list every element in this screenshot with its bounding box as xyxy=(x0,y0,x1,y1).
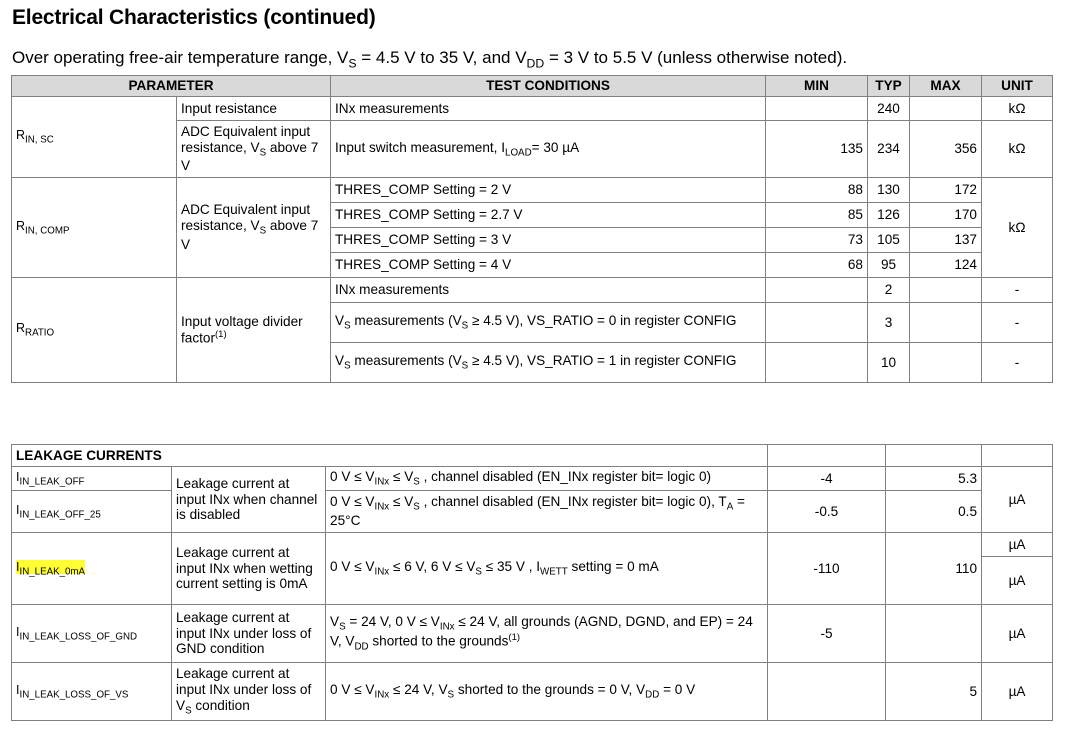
min-value: -0.5 xyxy=(768,491,886,533)
unit-value: kΩ xyxy=(982,121,1053,178)
max-value: 172 xyxy=(910,178,982,203)
typ-value: 234 xyxy=(868,121,910,178)
unit-value: µA xyxy=(982,663,1053,721)
typ-value: 130 xyxy=(868,178,910,203)
header-unit: UNIT xyxy=(982,76,1053,97)
table-row xyxy=(12,178,1053,203)
table-row xyxy=(12,97,1053,121)
param-symbol: $I_{IN\_LEAK\_OFF}$ xyxy=(12,467,172,491)
min-value xyxy=(766,343,868,383)
typ-value: 2 xyxy=(868,278,910,303)
table-row xyxy=(12,663,1053,721)
typ-value: 240 xyxy=(868,97,910,121)
min-value: 88 xyxy=(766,178,868,203)
param-description: ADC Equivalent input resistance, $V_S$ above 7 V xyxy=(177,121,331,178)
unit-value: µA xyxy=(982,605,1053,663)
max-value xyxy=(910,278,982,303)
typ-value: 105 xyxy=(868,228,910,253)
typ-value: 95 xyxy=(868,253,910,278)
section-spacer xyxy=(886,445,982,467)
table-row xyxy=(12,605,1053,663)
header-min: MIN xyxy=(766,76,868,97)
header-test-conditions: TEST CONDITIONS xyxy=(331,76,766,97)
max-value: 137 xyxy=(910,228,982,253)
param-symbol: $R_{IN, SC}$ xyxy=(12,97,177,178)
param-description: ADC Equivalent input resistance, $V_S$ above 7 V xyxy=(177,178,331,278)
unit-value: kΩ xyxy=(982,97,1053,121)
table-row xyxy=(12,278,1053,303)
test-condition: INx measurements xyxy=(331,278,766,303)
min-value xyxy=(766,278,868,303)
min-value xyxy=(766,303,868,343)
electrical-characteristics-table xyxy=(11,75,1053,383)
max-value: 0.5 xyxy=(886,491,982,533)
param-description: Leakage current at input INx under loss of $V_S$ condition xyxy=(172,663,326,721)
section-spacer xyxy=(768,445,886,467)
param-description: Leakage current at input INx under loss of GND condition xyxy=(172,605,326,663)
test-condition: THRES_COMP Setting = 2 V xyxy=(331,178,766,203)
test-condition: 0 $V \le V_{INx} \le 6$ V, 6 $V \le V_S \le 35$ V , $I_{WETT}$ setting = 0 mA xyxy=(326,533,768,605)
unit-value: - xyxy=(982,303,1053,343)
test-condition: 0 $V \le V_{INx} \le V_S$ , channel disabled (EN_INx register bit= logic 0) xyxy=(326,467,768,491)
unit-value: µA xyxy=(982,533,1053,557)
max-value: 110 xyxy=(886,533,982,605)
max-value xyxy=(910,343,982,383)
section-header-row xyxy=(12,445,1053,467)
test-condition: THRES_COMP Setting = 4 V xyxy=(331,253,766,278)
test-condition: Input switch measurement, $I_{LOAD}= 30$ µA xyxy=(331,121,766,178)
max-value: 356 xyxy=(910,121,982,178)
page-title: Electrical Characteristics (continued) xyxy=(12,6,376,29)
param-description: Input voltage divider factor$^{(1)}$ xyxy=(177,278,331,383)
test-condition: INx measurements xyxy=(331,97,766,121)
min-value: 73 xyxy=(766,228,868,253)
param-symbol: $I_{IN\_LEAK\_LOSS\_OF\_VS}$ xyxy=(12,663,172,721)
highlighted-symbol: $I_{IN\_LEAK\_0mA}$ xyxy=(16,559,86,578)
test-condition: THRES_COMP Setting = 2.7 V xyxy=(331,203,766,228)
min-value: 68 xyxy=(766,253,868,278)
leakage-currents-table xyxy=(11,444,1053,721)
table-row xyxy=(12,467,1053,491)
table-row xyxy=(12,491,1053,533)
param-symbol: $R_{IN, COMP}$ xyxy=(12,178,177,278)
typ-value: 126 xyxy=(868,203,910,228)
test-condition: 0 $V \le V_{INx} \le 24$ V, $V_S$ shorted to the grounds = 0 V, $V_{DD} = 0$ V xyxy=(326,663,768,721)
header-parameter: PARAMETER xyxy=(12,76,331,97)
min-value: 135 xyxy=(766,121,868,178)
test-condition: $V_S = 24$ V, 0 $V \le V_{INx} \le 24$ V, all grounds (AGND, DGND, and EP) = 24 V, $V_{DD}$ shorted to the grounds$^{(1)}$ xyxy=(326,605,768,663)
max-value xyxy=(910,303,982,343)
header-typ: TYP xyxy=(868,76,910,97)
param-symbol: $I_{IN\_LEAK\_OFF\_25}$ xyxy=(12,491,172,533)
max-value: 5 xyxy=(886,663,982,721)
min-value xyxy=(766,97,868,121)
test-condition: 0 $V \le V_{INx} \le V_S$ , channel disabled (EN_INx register bit= logic 0), $T_A = 25^\circ C$ xyxy=(326,491,768,533)
unit-value: µA xyxy=(982,557,1053,605)
max-value: 5.3 xyxy=(886,467,982,491)
table-row xyxy=(12,533,1053,557)
table-header-row xyxy=(12,76,1053,97)
param-symbol xyxy=(12,533,172,605)
unit-value: - xyxy=(982,278,1053,303)
min-value: -4 xyxy=(768,467,886,491)
test-condition: THRES_COMP Setting = 3 V xyxy=(331,228,766,253)
param-description: Leakage current at input INx when wetting current setting is 0mA xyxy=(172,533,326,605)
min-value: -5 xyxy=(768,605,886,663)
min-value: -110 xyxy=(768,533,886,605)
min-value xyxy=(768,663,886,721)
param-symbol: $I_{IN\_LEAK\_LOSS\_OF\_GND}$ xyxy=(12,605,172,663)
test-condition: $V_S$ measurements ($V_S \ge 4.5$ V), VS_RATIO = 1 in register CONFIG xyxy=(331,343,766,383)
typ-value: 10 xyxy=(868,343,910,383)
unit-value: kΩ xyxy=(982,178,1053,278)
section-spacer xyxy=(326,445,768,467)
unit-value: µA xyxy=(982,467,1053,533)
section-title: LEAKAGE CURRENTS xyxy=(12,445,326,467)
table-subtitle: Over operating free-air temperature range, $V_S = 4.5$ V to 35 V, and $V_{DD} = 3$ V to 5.5 V (unless otherwise noted). xyxy=(12,48,848,71)
param-symbol: $R_{RATIO}$ xyxy=(12,278,177,383)
test-condition: $V_S$ measurements ($V_S \ge 4.5$ V), VS_RATIO = 0 in register CONFIG xyxy=(331,303,766,343)
max-value xyxy=(886,605,982,663)
max-value: 124 xyxy=(910,253,982,278)
min-value: 85 xyxy=(766,203,868,228)
max-value xyxy=(910,97,982,121)
max-value: 170 xyxy=(910,203,982,228)
param-description: Input resistance xyxy=(177,97,331,121)
header-max: MAX xyxy=(910,76,982,97)
typ-value: 3 xyxy=(868,303,910,343)
param-description: Leakage current at input INx when channel is disabled xyxy=(172,467,326,533)
section-spacer xyxy=(982,445,1053,467)
unit-value: - xyxy=(982,343,1053,383)
